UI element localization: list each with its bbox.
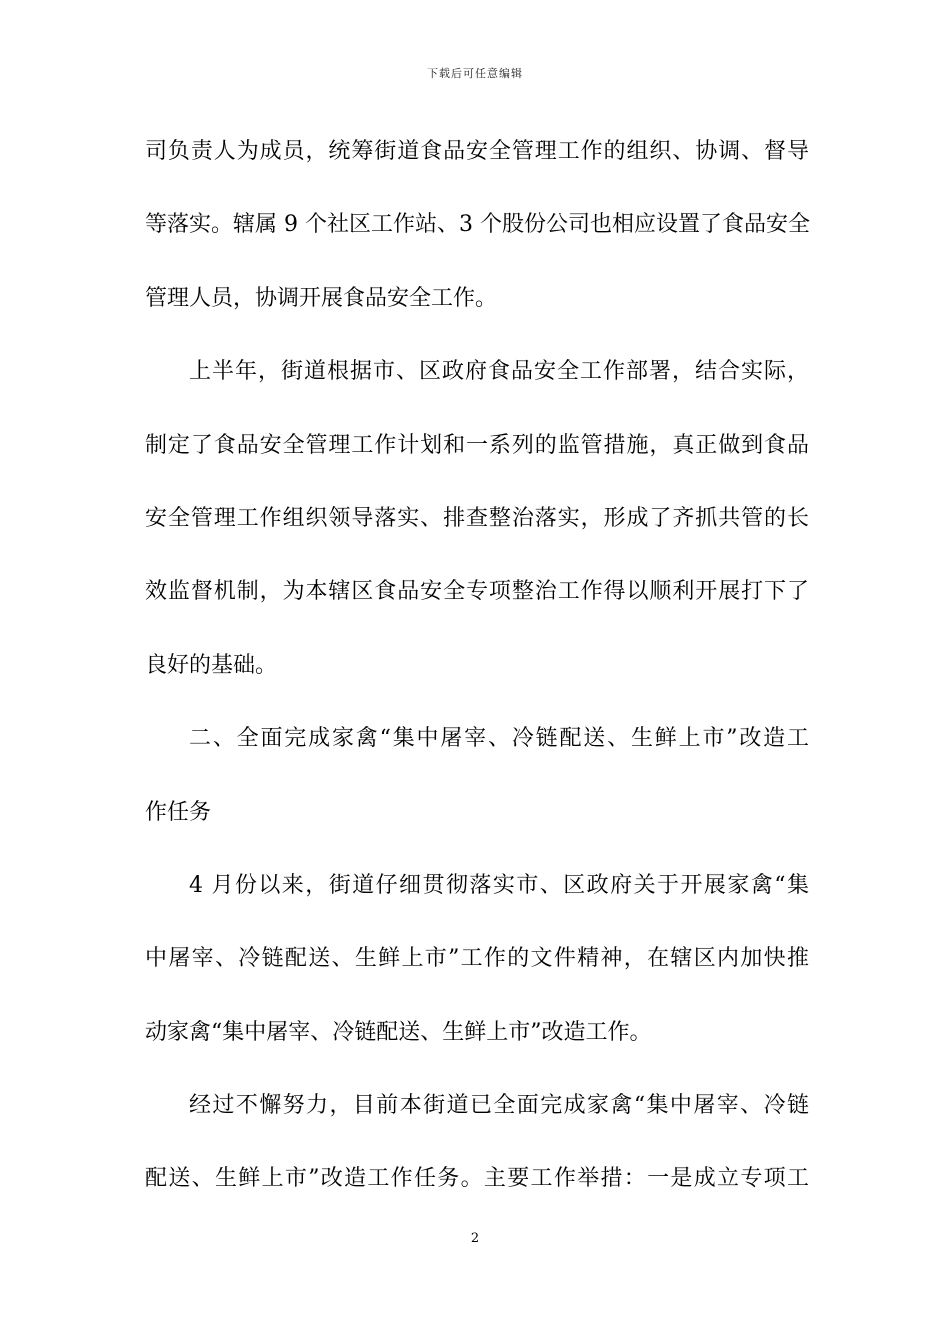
text-line: 经过不懈努力，目前本街道已全面完成家禽“集中屠宰、冷链: [189, 1093, 809, 1119]
text-line: 管理人员，协调开展食品安全工作。: [145, 285, 498, 311]
text-line: 安全管理工作组织领导落实、排查整治落实，形成了齐抓共管的长: [145, 505, 809, 531]
page-header: 下载后可任意编辑: [427, 67, 523, 80]
text-line: 制定了食品安全管理工作计划和一系列的监管措施，真正做到食品: [145, 432, 809, 458]
document-body: [145, 127, 809, 1228]
text-line: 良好的基础。: [145, 652, 278, 678]
text-line: 司负责人为成员，统筹街道食品安全管理工作的组织、协调、督导: [145, 139, 809, 164]
text-line: 4 月份以来，街道仔细贯彻落实市、区政府关于开展家禽“集: [189, 872, 809, 898]
text-line: 上半年，街道根据市、区政府食品安全工作部署，结合实际，: [189, 359, 809, 385]
section-heading-line: 二、全面完成家禽“集中屠宰、冷链配送、生鲜上市”改造工: [189, 726, 809, 752]
section-heading-line: 作任务: [145, 799, 212, 825]
text-line: 效监督机制，为本辖区食品安全专项整治工作得以顺利开展打下了: [145, 579, 809, 605]
text-line: 动家禽“集中屠宰、冷链配送、生鲜上市”改造工作。: [145, 1019, 652, 1045]
page-number: 2: [470, 1231, 480, 1246]
text-line: 中屠宰、冷链配送、生鲜上市”工作的文件精神，在辖区内加快推: [145, 946, 809, 972]
text-line: 配送、生鲜上市”改造工作任务。主要工作举措：一是成立专项工: [145, 1166, 809, 1192]
text-line: 等落实。辖属 9 个社区工作站、3 个股份公司也相应设置了食品安全: [145, 212, 810, 238]
